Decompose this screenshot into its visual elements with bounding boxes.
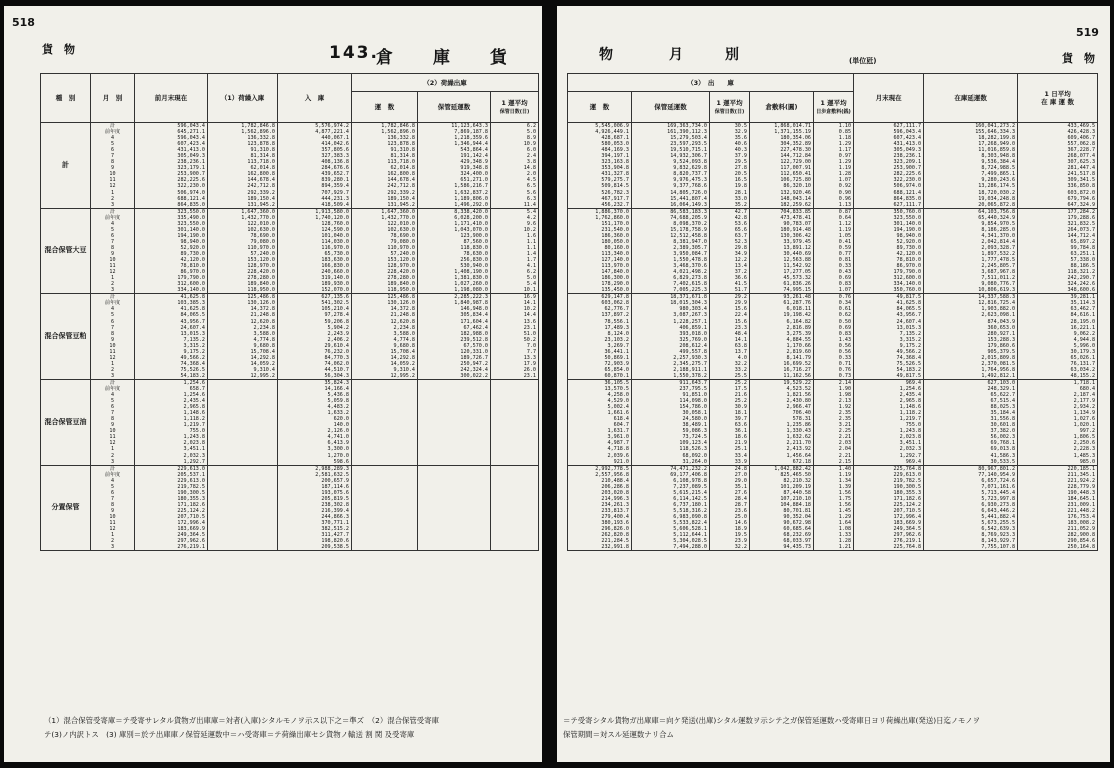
daily-in-storage-cells: 433,469.5 426,428.3 609,406.7 557,062.8 367,228.7 268,077.4 307,625.3 281,447.4 241,517.8 309,341.5 336,850.8 603,872.0 679,794.6 647,324.9 xyxy=(1018,123,1098,209)
storage-days-cells: 2,285,222.3 1,840,987.8 146,948.0 305,834.4 171,604.4 67,462.4 182,988.0 239,512.8 67,570.0 120,331.0 189,726.7 250,947.2 242,324.4 300,022.2 xyxy=(418,294,491,380)
count-cells: 36,105.5 13,570.5 4,258.0 4,529.0 5,002.4 1,661.6 618.4 604.7 1,631.7 3,961.0 4,987.7 4,718.8 2,039.6 921.0 xyxy=(568,379,632,465)
count-cells xyxy=(352,379,418,465)
col-group-out: （3） 出 庫 xyxy=(568,74,854,92)
col-count: 運 数 xyxy=(568,92,632,123)
running-header: 物 月 別 xyxy=(599,47,739,63)
col-group-out: （2）荷繰出庫 xyxy=(352,74,539,92)
storage-days-cells: 8,338,420.0 6,028,200.0 1,171,410.0 1,043,070.0 123,900.0 87,560.0 118,830.0 78,630.0 256,830.0 530,940.0 1,408,190.0 1,381,830.0 1,027,260.0 1,198,080.0 xyxy=(418,208,491,294)
daily-avg-cells: 29.2 29.9 15.6 22.4 15.6 23.3 48.4 14.1 63.8 13.7 4.0 32.2 33.2 25.5 xyxy=(710,294,750,380)
section-label: 計 xyxy=(41,123,91,209)
prev-balance-cells: 229,613.0 205,537.1 229,613.0 219,782.5 190,300.5 180,355.3 171,182.6 225,124.2 207,710.5 172,996.4 183,669.9 249,364.5 297,962.6 276,219.1 xyxy=(135,465,208,551)
col-month: 月 別 xyxy=(91,74,135,123)
daily-in-storage-cells: 177,284.2 179,288.6 321,832.5 264,073.7 144,712.4 65,897.2 99,784.8 63,251.1 57,338.0 88,186.5 118,321.2 242,290.7 324,242.6 348,600.6 xyxy=(1018,208,1098,294)
running-header: 貨 物 xyxy=(42,43,75,56)
in1-cells: 125,486.8 130,126.0 14,372.8 21,248.8 12,620.8 2,234.8 3,588.0 4,774.8 9,680.8 15,708.4 14,292.8 14,059.2 9,310.4 12,995.2 xyxy=(208,294,278,380)
month-end-cells: 225,764.8 229,613.0 219,782.5 190,300.5 180,355.3 171,182.6 225,124.2 207,710.5 172,996.4 183,669.9 249,364.5 297,962.6 276,219.1 225,764.8 xyxy=(854,465,924,551)
in2-cells: 2,988,289.3 2,581,632.5 200,657.9 187,114.6 193,075.6 205,819.5 238,302.8 216,399.4 244,866.3 370,771.1 382,515.2 311,427.7 198,820.6 209,538.5 xyxy=(278,465,352,551)
fee-per-day-cells: 0.76 0.34 0.61 0.62 0.50 0.69 0.83 1.43 0.56 0.56 0.33 0.71 0.76 0.73 xyxy=(814,294,854,380)
daily-avg-cells xyxy=(491,379,539,465)
in-storage-days-cells: 64,103,756.8 65,440,324.9 9,854,970.5 8,186,285.0 4,341,370.0 2,042,814.4 2,093,328.7 1,897,532.2 1,777,478.5 2,245,805.7 3,687,967.8 7,511,011.2 9,080,776.7 10,806,619.3 xyxy=(924,208,1018,294)
col-count: 運 数 xyxy=(352,92,418,123)
in1-cells xyxy=(208,379,278,465)
prev-balance-cells: 323,550.0 335,490.0 323,550.0 301,140.0 194,190.0 98,940.0 52,920.0 89,730.0 42,120.0 78,810.0 86,970.0 179,790.0 312,600.0 334,140.0 xyxy=(135,208,208,294)
left-page xyxy=(4,6,542,762)
count-cells: 125,486.8 130,126.0 14,372.8 21,248.8 12,620.8 2,234.8 3,588.0 4,774.8 9,680.8 15,708.4 14,292.8 14,059.2 9,310.4 12,995.2 xyxy=(352,294,418,380)
corner-label: 貨 物 xyxy=(1062,52,1095,65)
footnote-line-2: テ(3)ノ内訳トス (3) 庫別＝於テ出庫庫ノ保管延運数中＝ハ受寄庫＝テ荷繰出庫セシ貨物ノ輸送 割 関 及受寄庫 xyxy=(44,730,415,739)
section-label: 混合保管大豆 xyxy=(41,208,91,294)
count-cells xyxy=(352,465,418,551)
footnote-line-2: 保管期間＝対スル延運数ナリ合ム xyxy=(563,730,674,739)
col-fee-per-day: 1 運平均 日歩倉敷料(銭) xyxy=(814,92,854,123)
daily-avg-cells: 16.9 14.1 10.2 14.4 13.6 23.1 51.0 50.2 7.0 7.7 13.3 17.9 26.0 23.1 xyxy=(491,294,539,380)
section-label: 混合保管豆粕 xyxy=(41,294,91,380)
storage-days-cells: 18,371,671.8 18,015,304.3 980,303.4 3,087,267.3 1,228,257.1 406,859.1 393,018.0 325,769.0 208,612.4 499,557.8 2,257,930.3 2,345,275.7 2,188,911.1 1,550,378.2 xyxy=(632,294,710,380)
in2-cells: 1,913,580.0 1,740,120.0 128,760.0 124,590.0 101,040.0 114,030.0 116,970.0 65,730.0 183,630.0 166,830.0 240,660.0 319,140.0 189,930.0 152,070.0 xyxy=(278,208,352,294)
month-cells: 計 前年度 4 5 6 7 8 9 10 11 12 1 2 3 xyxy=(91,123,135,209)
count-cells: 5,545,006.9 4,926,449.1 428,687.1 580,053.0 484,169.3 394,197.1 323,163.8 353,904.8 431,327.8 579,275.7 509,814.5 526,782.3 467,917.7 456,232.7 xyxy=(568,123,632,209)
daily-in-storage-cells: 220,185.1 211,345.1 221,924.2 228,779.9 190,448.3 184,645.1 231,009.1 221,448.2 176,753.4 183,008.2 211,052.9 282,900.8 290,854.6 250,164.8 xyxy=(1018,465,1098,551)
daily-avg-cells: 25.2 17.5 21.6 25.2 30.9 18.1 39.7 63.6 36.1 18.6 21.9 25.1 33.4 33.9 xyxy=(710,379,750,465)
unit-note: (単位瓩) xyxy=(849,57,877,65)
count-cells: 629,147.8 603,062.8 62,776.7 137,897.2 78,556.1 17,489.3 8,124.0 23,103.2 3,269.7 36,441.1 50,869.1 72,903.9 65,854.0 60,870.1 xyxy=(568,294,632,380)
count-cells: 2,992,778.5 2,557,956.8 210,488.4 206,286.8 203,020.8 214,996.3 234,261.3 233,813.7 279,400.4 380,193.6 296,826.0 262,820.8 221,284.5 232,991.8 xyxy=(568,465,632,551)
prev-balance-cells: 41,625.8 103,385.3 41,625.8 84,065.5 43,956.7 24,607.4 13,015.3 7,135.2 3,315.2 9,175.2 49,566.2 74,368.4 75,526.5 54,183.2 xyxy=(135,294,208,380)
section-mixed-soybean xyxy=(568,208,1098,294)
fee-cells: 1,042,882.42 825,465.50 82,210.32 101,209.19 87,440.58 107,210.10 104,884.18 80,701.81 90,352.04 90,672.98 60,685.64 68,232.69 68,033.97 94,435.73 xyxy=(750,465,814,551)
section-mixed-soybean-cake xyxy=(568,294,1098,380)
month-end-cells: 350,760.0 323,550.0 301,140.0 194,190.0 98,940.0 52,920.0 89,730.0 42,120.0 78,810.0 86,970.0 179,790.0 312,600.0 334,140.0 350,760.0 xyxy=(854,208,924,294)
section-label: 分置保管 xyxy=(41,465,91,551)
month-cells: 計 前年度 4 5 6 7 8 9 10 11 12 1 2 3 xyxy=(91,294,135,380)
month-cells: 計 前年度 4 5 6 7 8 9 10 11 12 1 2 3 xyxy=(91,465,135,551)
storage-days-cells: 169,363,734.0 161,390,112.3 15,279,503.4 23,597,293.5 19,510,715.1 14,932,306.7 9,524,093.8 9,832,629.8 8,820,737.7 9,976,475.3 9,377,768.6 14,805,726.0 15,441,807.4 16,064,149.3 xyxy=(632,123,710,209)
month-end-cells: 969.4 1,254.6 2,435.4 2,965.8 1,148.6 1,118.2 1,219.7 755.0 1,243.8 2,023.8 3,451.1 2,032.3 1,292.7 969.4 xyxy=(854,379,924,465)
daily-avg-cells: 30.5 32.9 35.6 40.6 40.3 37.9 29.5 27.8 20.5 16.5 19.8 28.1 33.0 35.2 xyxy=(710,123,750,209)
daily-in-storage-cells: 1,718.1 680.4 2,187.4 2,177.9 2,934.2 1,134.9 1,027.6 1,020.1 997.2 1,806.5 2,250.6 2,228.3 1,485.3 985.0 xyxy=(1018,379,1098,465)
footnote-line-1: ＝テ受寄シタル貨物ガ出庫庫＝向ケ発送(出庫)シタル運数ヲ示シテ之ガ保管延運数ハ受寄庫日ヨリ荷繰出庫(発送)日迄ノモノヲ xyxy=(563,716,981,725)
daily-avg-cells: 42.7 42.8 53.6 65.6 63.7 52.3 29.8 34.9 12.2 13.4 37.2 36.6 41.5 51.7 xyxy=(710,208,750,294)
fee-cells: 1,868,014.71 1,371,155.19 180,354.06 304,352.89 227,478.30 144,712.84 122,729.00 117,007.91 112,650.41 106,725.80 86,320.10 132,920.46 148,043.14 182,259.62 xyxy=(750,123,814,209)
col-storage-days: 保管延運数 xyxy=(632,92,710,123)
section-separate-storage xyxy=(568,465,1098,551)
storage-days-cells: 911,643.7 237,795.5 91,851.0 114,098.0 154,786.0 30,058.1 24,580.0 38,489.1 59,086.3 73,724.5 109,123.4 118,526.3 68,092.0 31,264.0 xyxy=(632,379,710,465)
section-total xyxy=(41,123,539,209)
daily-avg-cells: 5.4 4.2 9.6 10.2 1.6 1.1 1.1 1.4 1.7 4.1 6.2 5.0 5.4 10.1 xyxy=(491,208,539,294)
col-in1: （1）荷繰入庫 xyxy=(208,74,278,123)
page-number: 518 xyxy=(12,16,35,29)
in1-cells xyxy=(208,465,278,551)
col-daily-avg: 1 運平均 保管日数(日) xyxy=(491,92,539,123)
prev-balance-cells: 596,043.4 645,271.1 596,043.4 607,423.4 431,413.0 305,049.3 238,236.1 323,179.1 253,900.7 282,225.6 322,230.0 506,974.0 688,121.4 864,835.0 xyxy=(135,123,208,209)
col-daily-avg: 1 運平均 保管日数(日) xyxy=(710,92,750,123)
fee-per-day-cells: 2.14 1.90 1.98 2.13 1.92 2.35 2.35 3.21 2.25 2.21 2.03 2.04 2.21 2.15 xyxy=(814,379,854,465)
fee-per-day-cells: 0.87 0.64 1.12 1.19 1.05 0.41 0.59 0.77 0.81 0.33 0.43 0.69 0.83 1.07 xyxy=(814,208,854,294)
page-number: 519 xyxy=(1076,26,1099,39)
col-month-end: 月末現在 xyxy=(854,74,924,123)
in2-cells: 35,824.3 14,166.4 5,436.8 5,059.8 4,483.2 1,633.2 620.0 140.0 2,126.0 4,741.0 6,413.9 3,300.0 1,270.0 598.6 xyxy=(278,379,352,465)
right-table xyxy=(567,73,1098,551)
in1-cells: 1,647,360.0 1,432,770.0 122,010.0 102,630.0 78,690.0 79,080.0 110,970.0 57,240.0 153,120.0 128,970.0 228,420.0 278,280.0 189,840.0 118,950.0 xyxy=(208,208,278,294)
right-page xyxy=(557,6,1110,762)
in-storage-days-cells: 627,103.0 248,329.1 65,622.7 67,515.4 88,025.3 35,184.4 31,556.8 30,601.8 37,382.0 56,002.3 69,768.1 69,013.8 41,586.3 30,533.5 xyxy=(924,379,1018,465)
daily-avg-cells: 24.8 27.0 29.0 35.1 27.6 28.4 28.7 23.6 25.0 14.6 18.9 19.5 23.9 32.2 xyxy=(710,465,750,551)
in2-cells: 5,576,974.2 4,877,221.4 440,067.1 414,042.6 357,805.6 327,383.3 408,136.8 284,676.6 439,652.7 839,280.1 894,359.4 707,929.7 444,231.3 418,509.4 xyxy=(278,123,352,209)
left-table xyxy=(40,73,539,551)
month-cells: 計 前年度 4 5 6 7 8 9 10 11 12 1 2 3 xyxy=(91,379,135,465)
storage-days-cells: 74,471,232.2 69,177,406.8 6,108,978.8 7,237,089.5 5,615,215.4 6,114,142.5 6,737,180.1 5,518,316.2 6,983,090.8 5,533,822.4 5,606,528.1 5,112,644.1 5,304,028.5 7,494,288.0 xyxy=(632,465,710,551)
in2-cells: 627,135.6 541,302.5 105,210.4 97,278.4 59,206.8 5,904.2 2,243.9 2,406.2 29,610.4 76,232.0 84,770.3 74,062.0 44,510.7 56,304.3 xyxy=(278,294,352,380)
daily-avg-cells xyxy=(491,465,539,551)
in1-cells: 1,782,846.8 1,562,896.0 136,332.8 123,878.8 91,310.8 81,314.8 113,718.0 62,014.8 162,800.8 144,678.4 242,712.8 292,339.2 189,150.4 131,945.2 xyxy=(208,123,278,209)
col-kind: 種 別 xyxy=(41,74,91,123)
section-mixed-soybean-oil xyxy=(41,379,539,465)
table-number: 143. xyxy=(329,43,379,63)
month-end-cells: 627,111.7 596,043.4 607,423.4 431,413.0 305,049.3 238,236.1 323,209.1 253,900.7 282,225.6 322,230.0 506,974.0 688,121.4 864,835.0 627,111.7 xyxy=(854,123,924,209)
footnote-line-1: （1）混合保管受寄庫＝テ受寄サレタル貨物ガ出庫庫＝対者(入庫)シタルモノヲ示ス以下之＝準ズ （2）混合保管受寄庫 xyxy=(44,716,439,725)
col-prev-balance: 前月末現在 xyxy=(135,74,208,123)
in-storage-days-cells: 14,337,588.3 12,816,725.4 1,903,882.0 2,623,098.1 874,043.9 360,653.0 280,927.1 153,288.3 179,860.6 905,379.5 2,015,809.8 2,370,081.5 1,764,956.8 1,492,812.1 xyxy=(924,294,1018,380)
fee-cells: 93,261.48 61,287.76 6,018.11 19,198.42 6,164.82 2,816.89 3,275.39 4,884.55 1,170.66 2,819.60 8,141.79 16,699.52 16,716.27 11,162.56 xyxy=(750,294,814,380)
fee-per-day-cells: 1.10 0.85 1.18 1.29 1.17 0.97 1.29 1.19 1.28 1.07 0.92 0.90 0.96 1.13 xyxy=(814,123,854,209)
count-cells: 1,886,370.0 1,762,860.0 151,170.0 231,540.0 186,360.0 180,050.0 80,160.0 113,340.0 127,140.0 113,970.0 147,840.0 186,300.0 178,290.0 135,450.0 xyxy=(568,208,632,294)
section-label: 混合保管豆油 xyxy=(41,379,91,465)
daily-in-storage-cells: 39,281.1 35,114.3 63,462.7 84,616.1 28,195.0 16,221.1 9,062.2 4,944.8 5,996.0 30,179.3 65,026.1 76,131.7 63,034.2 48,155.2 xyxy=(1018,294,1098,380)
daily-avg-cells: 6.2 5.0 8.9 10.9 6.0 2.4 3.8 14.8 2.0 4.5 6.5 5.6 6.3 11.4 xyxy=(491,123,539,209)
section-mixed-soybean xyxy=(41,208,539,294)
section-total xyxy=(568,123,1098,209)
col-fee: 倉敷料(圓) xyxy=(750,92,814,123)
storage-days-cells: 86,583,183.3 74,688,205.9 8,098,370.2 15,178,758.9 12,512,458.8 8,381,947.0 2,389,305.7 3,950,084.7 1,550,478.8 3,468,370.6 4,021,498.2 6,829,273.8 7,402,615.8 7,005,225.3 xyxy=(632,208,710,294)
month-cells: 計 前年度 4 5 6 7 8 9 10 11 12 1 2 3 xyxy=(91,208,135,294)
fee-cells: 19,529.22 4,523.52 1,821.56 2,430.80 2,966.47 706.40 578.31 1,235.86 1,330.43 1,632.62 2,211.70 2,413.92 1,456.64 672.18 xyxy=(750,379,814,465)
section-separate-storage xyxy=(41,465,539,551)
storage-days-cells xyxy=(418,465,491,551)
section-mixed-soybean-oil xyxy=(568,379,1098,465)
fee-cells: 704,833.85 473,478.41 90,783.07 180,914.48 130,306.42 33,979.45 13,891.12 30,440.69 12,563.88 11,542.92 17,277.05 45,573.32 61,836.26 74,995.15 xyxy=(750,208,814,294)
in-storage-days-cells: 80,967,801.2 77,140,954.9 6,657,724.6 7,071,161.6 5,713,445.4 5,723,997.8 6,930,273.8 6,643,446.2 5,441,882.4 5,673,255.5 6,542,639.3 8,769,923.3 8,143,929.7 7,755,107.8 xyxy=(924,465,1018,551)
col-in-storage-days: 在庫延運数 xyxy=(924,74,1018,123)
storage-days-cells xyxy=(418,379,491,465)
count-cells: 1,782,846.8 1,562,896.0 136,332.8 123,878.8 91,310.8 81,314.8 113,718.0 62,014.8 162,800.8 144,678.4 242,712.8 292,339.2 189,150.4 131,945.2 xyxy=(352,123,418,209)
fee-per-day-cells: 1.40 1.19 1.34 1.39 1.56 1.75 1.56 1.45 1.29 1.64 1.08 1.33 1.28 1.21 xyxy=(814,465,854,551)
col-daily-in-storage: 1 日平均 在 庫 運 数 xyxy=(1018,74,1098,123)
col-in2: 入 庫 xyxy=(278,74,352,123)
month-end-cells: 49,817.5 41,625.8 84,065.5 43,956.7 24,607.4 13,015.3 7,135.2 3,315.2 9,175.2 49,566.2 74,368.4 75,526.5 54,183.2 49,817.5 xyxy=(854,294,924,380)
in-storage-days-cells: 160,041,273.2 155,646,334.3 18,282,199.8 17,268,949.0 11,016,859.8 8,303,948.8 9,536,384.4 8,724,988.5 7,499,865.1 9,280,243.6 13,286,174.5 18,720,030.2 19,034,248.8 20,065,872.8 xyxy=(924,123,1018,209)
section-mixed-soybean-cake xyxy=(41,294,539,380)
col-storage-days: 保管延運数 xyxy=(418,92,491,123)
count-cells: 1,647,360.0 1,432,770.0 122,010.0 102,630.0 78,690.0 79,080.0 110,970.0 57,240.0 153,120.0 128,970.0 228,420.0 278,280.0 189,840.0 118,950.0 xyxy=(352,208,418,294)
storage-days-cells: 11,123,643.3 7,869,187.8 1,218,359.6 1,346,944.4 543,864.4 191,142.4 429,348.9 919,348.8 324,400.0 651,271.0 1,586,216.7 1,632,837.2 1,189,806.0 1,496,292.0 xyxy=(418,123,491,209)
table-title: 倉 庫 貨 xyxy=(376,48,509,68)
prev-balance-cells: 1,254.6 658.7 1,254.6 2,435.4 2,965.8 1,148.6 1,118.2 1,219.7 755.0 1,243.8 2,023.8 3,451.1 2,032.3 1,292.7 xyxy=(135,379,208,465)
